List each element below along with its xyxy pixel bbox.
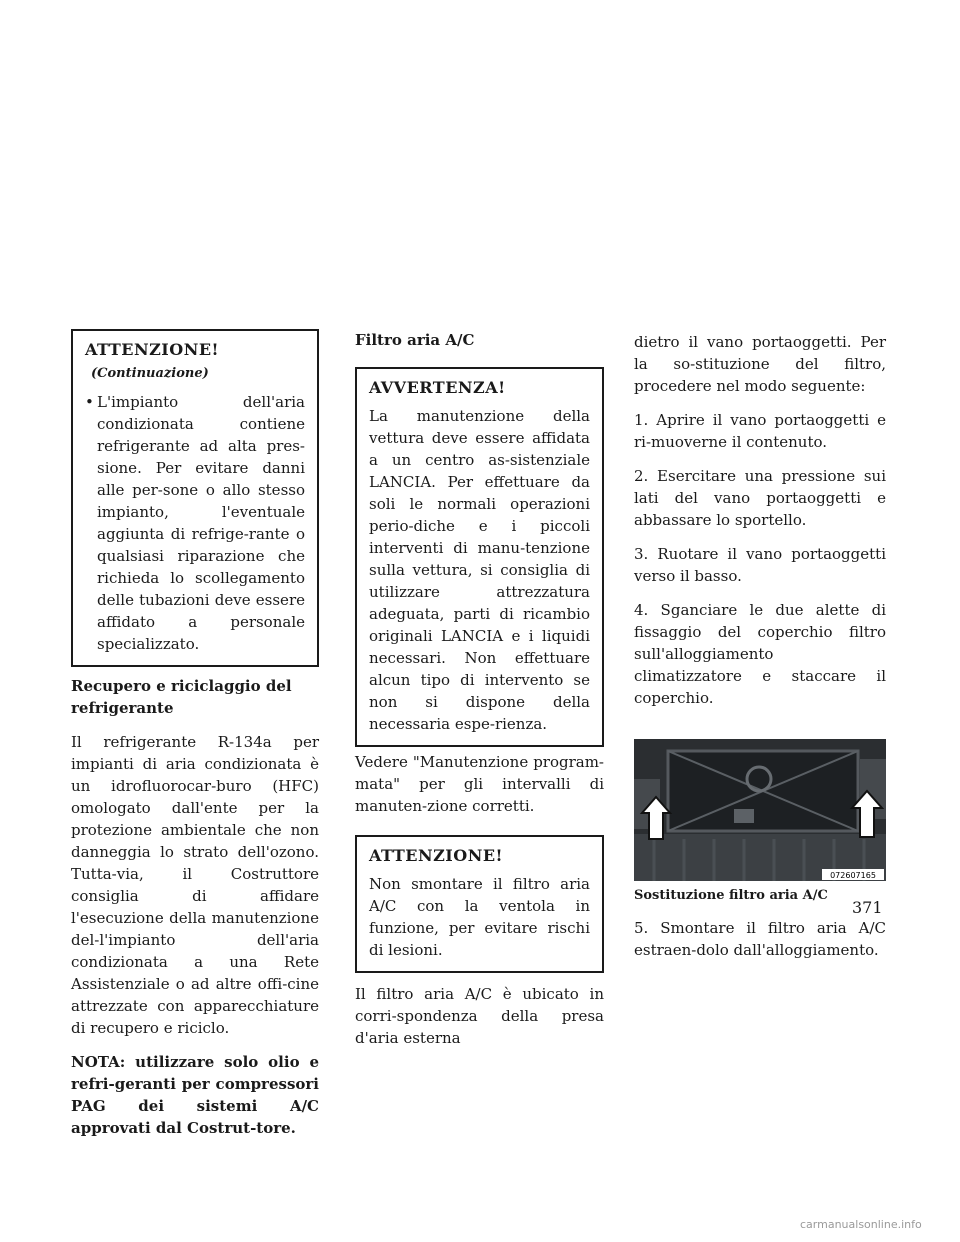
photo-caption: Sostituzione filtro aria A/C (634, 888, 828, 903)
column-3 (634, 331, 886, 961)
step-2: 2. Esercitare una pressione sui lati del vano portaoggetti e abbassare lo sportello. (634, 467, 886, 529)
warning-title-2: ATTENZIONE! (369, 846, 504, 865)
bullet-dot-icon: • (85, 393, 94, 411)
step-5: 5. Smontare il filtro aria A/C estraen-dolo dall'alloggiamento. (634, 919, 886, 959)
footer-watermark: carmanualsonline.info (800, 1218, 922, 1231)
filter-housing-illustration (634, 739, 886, 881)
warning-box (355, 835, 604, 973)
column-2 (355, 329, 604, 1049)
note-paragraph: NOTA: utilizzare solo olio e refri-geranti per compressori PAG dei sistemi A/C approvati dal Costrut-tore. (71, 1053, 319, 1137)
paragraph-manutenzione: Vedere "Manutenzione program-mata" per gli intervalli di manuten-zione corretti. (355, 753, 604, 815)
step-3: 3. Ruotare il vano portaoggetti verso il basso. (634, 545, 886, 585)
page-number: 371 (852, 898, 883, 917)
section-heading-filtro: Filtro aria A/C (355, 331, 475, 349)
caution-box (355, 367, 604, 747)
paragraph-filtro-ubicato: Il filtro aria A/C è ubicato in corri-spondenza della presa d'aria esterna (355, 985, 604, 1047)
step-1: 1. Aprire il vano portaoggetti e ri-muoverne il contenuto. (634, 411, 886, 451)
warning-title: ATTENZIONE!(Continuazione) (85, 340, 220, 381)
continued-label: (Continuazione) (91, 366, 209, 381)
caution-title: AVVERTENZA! (369, 378, 506, 397)
warning-text-2: Non smontare il filtro aria A/C con la ventola in funzione, per evitare rischi di lesioni. (369, 875, 590, 959)
paragraph-refrigerante: Il refrigerante R-134a per impianti di aria condizionata è un idrofluorocar-buro (HFC) omologato dall'ente per la protezione ambientale che non danneggia lo strato dell'ozono. Tutta-via, il Costruttore consiglia di affidare l'esecuzione della manutenzione del-l'impianto dell'aria condizionata a una Rete Assistenziale o ad altre offi-cine attrezzate con apparecchiature di recupero e riciclo. (71, 733, 319, 1037)
warning-box-continued (71, 329, 319, 667)
column-1 (71, 329, 319, 1139)
photo-code: 072607165 (830, 871, 876, 880)
warning-bullet (85, 391, 305, 655)
section-heading-recupero: Recupero e riciclaggio del refrigerante (71, 677, 292, 717)
step-4: 4. Sganciare le due alette di fissaggio del coperchio filtro sull'alloggiamento climatizzatore e staccare il coperchio. (634, 601, 886, 707)
warning-bullet-text: L'impianto dell'aria condizionata contiene refrigerante ad alta pres-sione. Per evitare danni alle per-sone o allo stesso impianto, l'eventuale aggiunta di refrige-rante o qualsiasi riparazione che richieda lo scollegamento delle tubazioni deve essere affidato a personale specializzato. (97, 393, 305, 653)
intro-paragraph: dietro il vano portaoggetti. Per la so-stituzione del filtro, procedere nel modo seguente: (634, 333, 886, 395)
caution-text: La manutenzione della vettura deve essere affidata a un centro as-sistenziale LANCIA. Per effettuare da soli le normali operazioni perio-diche e i piccoli interventi di manu-tenzione sulla vettura, si consiglia di utilizzare attrezzatura adeguata, parti di ricambio originali LANCIA e i liquidi necessari. Non effettuare alcun tipo di intervento se non si dispone della necessaria espe-rienza. (369, 407, 590, 733)
filter-photo (634, 739, 886, 881)
